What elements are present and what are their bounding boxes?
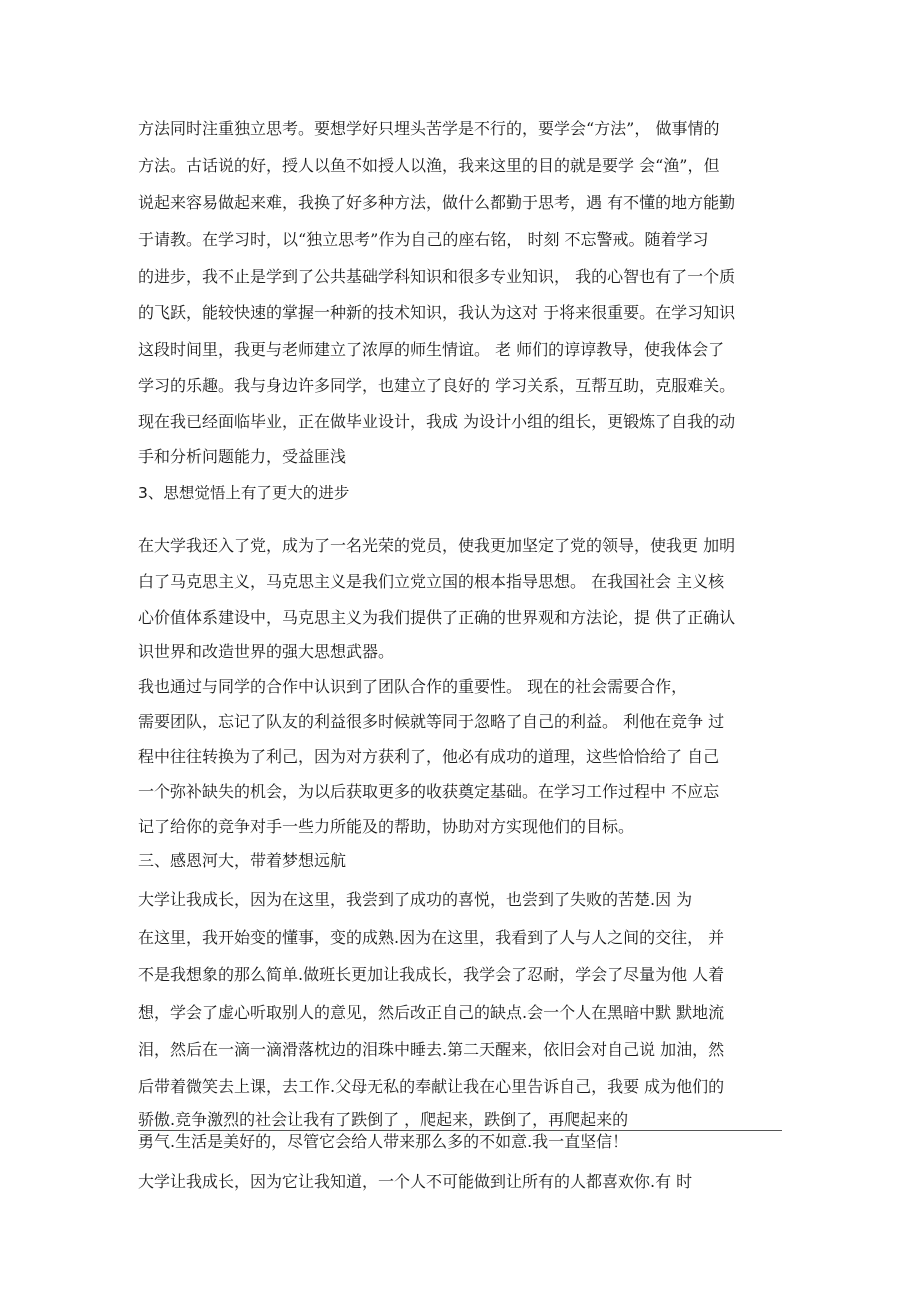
paragraph-line: 后带着微笑去上课，去工作.父母无私的奉献让我在心里告诉自己，我要 成为他们的 (138, 1077, 725, 1096)
paragraph-line: 程中往往转换为了利己，因为对方获利了，他必有成功的道理，这些恰恰给了 自己 (138, 747, 720, 766)
paragraph-line: 记了给你的竞争对手一些力所能及的帮助，协助对方实现他们的目标。 (138, 817, 635, 836)
paragraph-line: 白了马克思主义，马克思主义是我们立党立国的根本指导思想。 在我国社会 主义核 (138, 572, 725, 591)
paragraph-line: 的进步，我不止是学到了公共基础学科知识和很多专业知识， 我的心智也有了一个质 (138, 267, 736, 286)
subsection-heading: 3、思想觉悟上有了更大的进步 (138, 484, 350, 502)
paragraph-line: 勇气.生活是美好的，尽管它会给人带来那么多的不如意.我一直坚信！ (138, 1132, 629, 1151)
paragraph-line: 大学让我成长，因为在这里，我尝到了成功的喜悦，也尝到了失败的苦楚.因 为 (138, 890, 693, 909)
paragraph-line: 我也通过与同学的合作中认识到了团队合作的重要性。 现在的社会需要合作， (138, 677, 688, 696)
paragraph-line: 说起来容易做起来难，我换了好多种方法，做什么都勤于思考，遇 有不懂的地方能勤 (138, 193, 736, 212)
section-heading: 三、感恩河大，带着梦想远航 (138, 851, 347, 870)
paragraph-line: 大学让我成长，因为它让我知道，一个人不可能做到让所有的人都喜欢你.有 时 (138, 1172, 693, 1191)
paragraph-line: 在大学我还入了党，成为了一名光荣的党员，使我更加坚定了党的领导，使我更 加明 (138, 536, 736, 555)
paragraph-line: 不是我想象的那么简单.做班长更加让我成长，我学会了忍耐，学会了尽量为他 人着 (138, 965, 725, 984)
paragraph-line: 方法同时注重独立思考。要想学好只埋头苦学是不行的，要学会“方法”， 做事情的 (138, 119, 720, 138)
paragraph-line: 泪，然后在一滴一滴滑落枕边的泪珠中睡去.第二天醒来，依旧会对自己说 加油，然 (138, 1040, 725, 1059)
paragraph-line: 方法。古话说的好，授人以鱼不如授人以渔，我来这里的目的就是要学 会“渔”，但 (138, 156, 720, 175)
paragraph-line: 骄傲.竞争激烈的社会让我有了跌倒了 ，爬起来，跌倒了，再爬起来的 (138, 1110, 629, 1129)
paragraph-line: 的飞跃，能较快速的掌握一种新的技术知识，我认为这对 于将来很重要。在学习知识 (138, 303, 736, 322)
paragraph-line: 一个弥补缺失的机会，为以后获取更多的收获奠定基础。在学习工作过程中 不应忘 (138, 782, 720, 801)
paragraph-line: 识世界和改造世界的强大思想武器。 (138, 642, 395, 661)
paragraph-line: 在这里，我开始变的懂事，变的成熟.因为在这里，我看到了人与人之间的交往， 并 (138, 928, 725, 947)
paragraph-line: 需要团队，忘记了队友的利益很多时候就等同于忽略了自己的利益。 利他在竞争 过 (138, 712, 725, 731)
paragraph-line: 于请教。在学习时，以“独立思考”作为自己的座右铭， 时刻 不忘警戒。随着学习 (138, 230, 709, 249)
paragraph-line: 现在我已经面临毕业，正在做毕业设计，我成 为设计小组的组长，更锻炼了自我的动 (138, 412, 736, 431)
paragraph-line: 学习的乐趣。我与身边许多同学，也建立了良好的 学习关系，互帮互助，克服难关。 (138, 376, 736, 395)
paragraph-line: 这段时间里，我更与老师建立了浓厚的师生情谊。 老 师们的谆谆教导，使我体会了 (138, 340, 725, 359)
paragraph-line: 想，学会了虚心听取别人的意见，然后改正自己的缺点.会一个人在黑暗中默 默地流 (138, 1003, 725, 1022)
paragraph-line: 手和分析问题能力，受益匪浅 (138, 447, 347, 466)
paragraph-line: 心价值体系建设中，马克思主义为我们提供了正确的世界观和方法论，提 供了正确认 (138, 608, 736, 627)
horizontal-rule (138, 1130, 782, 1131)
